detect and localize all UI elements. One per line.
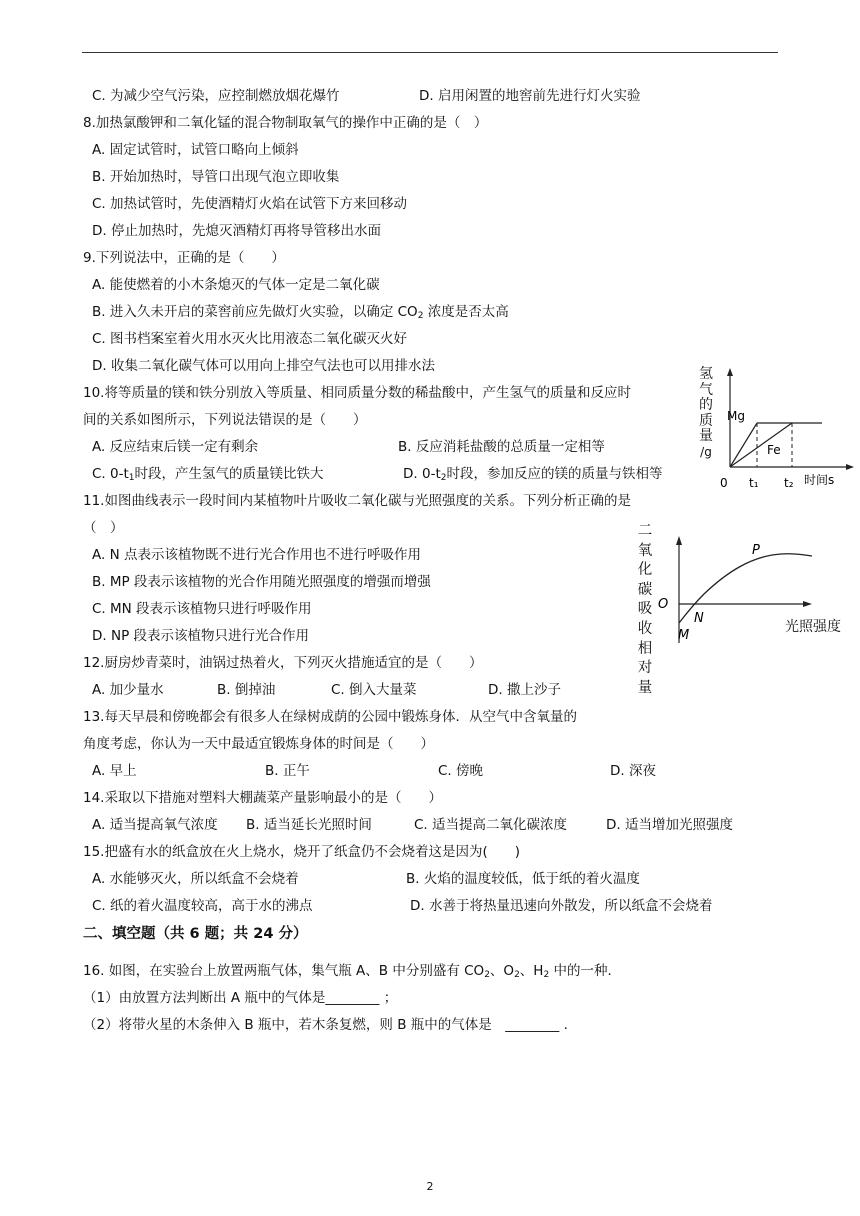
q11-option-a[interactable]: A. N 点表示该植物既不进行光合作用也不进行呼吸作用	[92, 547, 421, 563]
q9-option-d[interactable]: D. 收集二氧化碳气体可以用向上排空气法也可以用排水法	[92, 358, 435, 374]
fig11-ylabel-char: 碳	[637, 581, 653, 598]
q11-option-d[interactable]: D. NP 段表示该植物只进行光合作用	[92, 628, 310, 644]
q10-option-a[interactable]: A. 反应结束后镁一定有剩余	[92, 439, 259, 455]
q10c-sub: 1	[128, 473, 135, 483]
fig10-ylabel-char: 质	[699, 412, 713, 429]
q16-sub-h2: 2	[543, 970, 550, 980]
q14-option-d[interactable]: D. 适当增加光照强度	[606, 817, 733, 833]
q8-option-a[interactable]: A. 固定试管时，试管口略向上倾斜	[92, 142, 299, 158]
fig11-ylabel-char: 氧	[637, 542, 653, 559]
fig11-x-arrow	[803, 601, 812, 607]
fig11-y-arrow	[676, 536, 682, 545]
q12-option-c[interactable]: C. 倒入大量菜	[331, 682, 417, 698]
fig10-x-arrow	[846, 464, 854, 470]
fig10-mg-label: Mg	[727, 409, 745, 423]
q9b-text-end: 浓度是否太高	[423, 304, 509, 320]
q11-stem-line2: （ ）	[83, 520, 124, 536]
q15-option-d[interactable]: D. 水善于将热量迅速向外散发，所以纸盒不会烧着	[410, 898, 713, 914]
q10d-sub: 2	[440, 473, 447, 483]
q14-option-b[interactable]: B. 适当延长光照时间	[246, 817, 372, 833]
q12-option-d[interactable]: D. 撒上沙子	[488, 682, 561, 698]
q16-sub-co2: 2	[484, 970, 490, 980]
fig11-ylabel	[637, 522, 653, 698]
fig10-t2-label: t₂	[784, 476, 794, 490]
q12-option-b[interactable]: B. 倒掉油	[217, 682, 276, 698]
q13-stem-line1: 13.每天早晨和傍晚都会有很多人在绿树成荫的公园中锻炼身体．从空气中含氧量的	[83, 709, 577, 725]
fig11-p-label: P	[752, 543, 760, 558]
q10-stem-line2: 间的关系如图所示，下列说法错误的是（ ）	[83, 412, 367, 428]
fig10-y-arrow	[727, 368, 733, 376]
q10c-text-end: 时段，产生氢气的质量镁比铁大	[134, 466, 324, 482]
q10-option-d[interactable]	[403, 465, 662, 487]
q8-stem: 8.加热氯酸钾和二氧化锰的混合物制取氧气的操作中正确的是（ ）	[83, 115, 488, 131]
q13-option-d[interactable]: D. 深夜	[610, 763, 656, 779]
page-number: 2	[426, 1180, 434, 1193]
q16-stem	[83, 962, 621, 984]
q16-text-h: 、H	[519, 963, 544, 979]
q13-stem-line2: 角度考虑，你认为一天中最适宜锻炼身体的时间是（ ）	[83, 736, 434, 752]
q10d-text-end: 时段，参加反应的镁的质量与铁相等	[446, 466, 663, 482]
section-title-fill-blank: 二、填空题（共 6 题；共 24 分）	[83, 926, 308, 942]
fig10-ylabel-char: 氢	[699, 366, 713, 382]
q13-option-c[interactable]: C. 傍晚	[438, 763, 484, 779]
fig10-ylabel-char: 的	[699, 397, 713, 413]
q10c-text: C. 0-t	[92, 466, 129, 482]
q12-option-a[interactable]: A. 加少量水	[92, 682, 164, 698]
q8-option-d[interactable]: D. 停止加热时，先熄灭酒精灯再将导管移出水面	[92, 223, 381, 239]
fig10-ylabel-char: 量	[699, 428, 713, 444]
q12-stem: 12.厨房炒青菜时，油锅过热着火，下列灭火措施适宜的是（ ）	[83, 655, 483, 671]
q16-sub-o2: 2	[514, 970, 520, 980]
q9-option-b[interactable]	[92, 303, 509, 325]
fig10-ylabel-char: 气	[699, 381, 713, 398]
q16-text: 16. 如图，在实验台上放置两瓶气体，集气瓶 A、B 中分别盛有 CO	[83, 963, 485, 979]
q7-option-d[interactable]: D. 启用闲置的地窖前先进行灯火实验	[419, 88, 641, 104]
q13-option-b[interactable]: B. 正午	[265, 763, 310, 779]
q9b-text: B. 进入久未开启的菜窖前应先做灯火实验，以确定 CO	[92, 304, 418, 320]
q11-option-b[interactable]: B. MP 段表示该植物的光合作用随光照强度的增强而增强	[92, 574, 431, 590]
fig10-xlabel: 时间s	[804, 473, 835, 487]
q10-option-b[interactable]: B. 反应消耗盐酸的总质量一定相等	[398, 439, 605, 455]
fig11-m-label: M	[678, 628, 690, 643]
q15-option-b[interactable]: B. 火焰的温度较低，低于纸的着火温度	[406, 871, 640, 887]
fig11-origin-label: O	[658, 597, 669, 612]
fig10-origin-label: 0	[720, 476, 728, 490]
q9b-sub: 2	[417, 311, 424, 321]
fig10-fe-label: Fe	[767, 443, 781, 457]
fig11-ylabel-char: 收	[637, 620, 653, 637]
q16-part1: （1）由放置方法判断出 A 瓶中的气体是________ ；	[83, 990, 398, 1006]
q14-stem: 14.采取以下措施对塑料大棚蔬菜产量影响最小的是（ ）	[83, 790, 442, 806]
q15-option-a[interactable]: A. 水能够灭火，所以纸盒不会烧着	[92, 871, 299, 887]
fig10-mg-line	[730, 423, 757, 467]
q16-text-end: 中的一种．	[549, 963, 621, 979]
q9-stem: 9.下列说法中，正确的是（ ）	[83, 250, 285, 266]
q15-stem: 15.把盛有水的纸盒放在火上烧水，烧开了纸盒仍不会烧着这是因为( )	[83, 844, 521, 860]
q14-option-a[interactable]: A. 适当提高氧气浓度	[92, 817, 218, 833]
fig11-ylabel-char: 二	[637, 523, 653, 539]
fig11-xlabel: 光照强度	[785, 619, 841, 635]
q10d-text: D. 0-t	[403, 466, 441, 482]
fig10-hydrogen-chart	[712, 360, 860, 500]
fig11-ylabel-char: 化	[637, 562, 653, 579]
q16-part2: （2）将带火星的木条伸入 B 瓶中，若木条复燃，则 B 瓶中的气体是 ________ .	[83, 1017, 568, 1033]
q11-stem-line1: 11.如图曲线表示一段时间内某植物叶片吸收二氧化碳与光照强度的关系。下列分析正确的是	[83, 493, 631, 509]
fig11-ylabel-char: 相	[637, 640, 653, 657]
q7-option-c[interactable]: C. 为减少空气污染，应控制燃放烟花爆竹	[92, 88, 340, 104]
fig11-ylabel-char: 对	[637, 660, 653, 677]
q14-option-c[interactable]: C. 适当提高二氧化碳浓度	[414, 817, 568, 833]
fig10-t1-label: t₁	[749, 476, 759, 490]
fig11-n-label: N	[694, 611, 704, 626]
q8-option-c[interactable]: C. 加热试管时，先使酒精灯火焰在试管下方来回移动	[92, 196, 408, 212]
q16-text-o: 、O	[489, 963, 515, 979]
fig10-fe-line	[730, 423, 792, 467]
q15-option-c[interactable]: C. 纸的着火温度较高，高于水的沸点	[92, 898, 313, 914]
fig11-ylabel-char: 量	[637, 679, 653, 696]
q9-option-a[interactable]: A. 能使燃着的小木条熄灭的气体一定是二氧化碳	[92, 277, 380, 293]
fig10-ylabel-char: /g	[700, 444, 712, 459]
q11-option-c[interactable]: C. MN 段表示该植物只进行呼吸作用	[92, 601, 312, 617]
q10-stem-line1: 10.将等质量的镁和铁分别放入等质量、相同质量分数的稀盐酸中，产生氢气的质量和反应时	[83, 385, 631, 401]
q8-option-b[interactable]: B. 开始加热时，导管口出现气泡立即收集	[92, 169, 340, 185]
q13-option-a[interactable]: A. 早上	[92, 763, 137, 779]
q10-option-c[interactable]	[92, 465, 324, 487]
fig11-ylabel-char: 吸	[637, 601, 653, 618]
q9-option-c[interactable]: C. 图书档案室着火用水灭火比用液态二氧化碳灭火好	[92, 331, 408, 347]
header-rule	[82, 52, 778, 53]
